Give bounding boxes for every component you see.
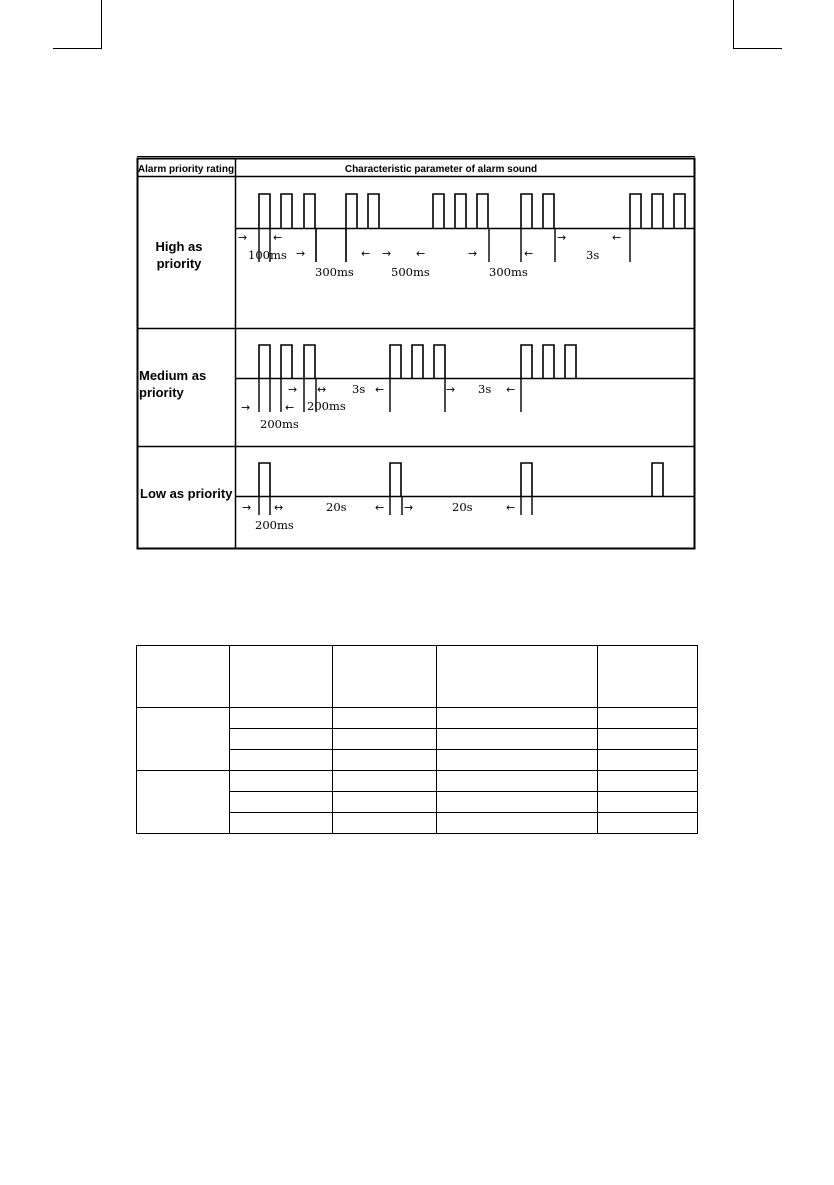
table-header-cell [137,646,230,708]
table-cell [437,729,598,750]
table-header-cell [437,646,598,708]
table-cell [598,729,698,750]
high-pulse [674,194,685,228]
arrow-double-icon: ↔ [317,383,327,396]
medium-repeat-2-label: 3s [478,382,492,396]
medium-on-time-label: 200ms [260,417,299,431]
table-cell [333,708,437,729]
table-cell [437,792,598,813]
table-cell [437,750,598,771]
medium-pulse [281,345,292,378]
arrow-left-icon: ← [273,231,283,244]
arrow-left-icon: ← [506,501,516,514]
high-pulse [455,194,466,228]
priority-label-high-line1: High as [155,239,203,254]
arrow-left-icon: ← [375,383,385,396]
table-cell [230,792,333,813]
arrow-right-icon: → [296,247,306,260]
medium-gap-label: 200ms [307,399,346,413]
priority-label-low: Low as priority [140,486,233,501]
table-header-cell [598,646,698,708]
medium-pulse [565,345,576,378]
arrow-double-icon: ↔ [274,501,284,514]
arrow-left-icon: ← [612,231,622,244]
priority-label-medium-line1: Medium as [139,368,207,383]
table-cell [437,708,598,729]
table-cell [230,708,333,729]
arrow-left-icon: ← [506,383,516,396]
high-pulse [368,194,379,228]
low-pulse [652,463,663,496]
arrow-left-icon: ← [361,247,371,260]
high-on-time-label: 100ms [248,248,287,262]
medium-pulse [304,345,315,378]
arrow-right-icon: → [288,383,298,396]
medium-pulse [543,345,554,378]
table-cell [333,792,437,813]
high-pulse [259,194,270,228]
priority-label-medium-line2: priority [139,385,184,400]
medium-repeat-1-label: 3s [352,382,366,396]
table-cell [230,813,333,834]
high-pulse [652,194,663,228]
header-priority-rating: Alarm priority rating [137,164,235,175]
high-pulse [433,194,444,228]
high-gap-a-label: 300ms [315,265,354,279]
medium-pulse [434,345,445,378]
table-cell [598,708,698,729]
signal-baselines [236,229,695,497]
high-pulse [521,194,532,228]
medium-pulse [412,345,423,378]
arrow-right-icon: → [238,231,248,244]
arrow-left-icon: ← [285,401,295,414]
arrow-right-icon: → [241,401,251,414]
arrow-left-icon: ← [524,247,534,260]
arrow-right-icon: → [242,501,252,514]
table-header-row [137,646,698,708]
table-row [137,771,698,792]
arrow-left-icon: ← [375,501,385,514]
arrow-right-icon: → [557,231,567,244]
arrow-right-icon: → [404,501,414,514]
table-header-cell [230,646,333,708]
table-cell [333,750,437,771]
high-pulse [477,194,488,228]
arrow-left-icon: ← [416,247,426,260]
arrow-right-icon: → [468,247,478,260]
table-header-cell [333,646,437,708]
high-gap-c-label: 300ms [489,265,528,279]
high-gap-b-label: 500ms [391,265,430,279]
priority-label-high-line2: priority [156,256,202,271]
low-repeat-1-label: 20s [326,500,347,514]
table-cell [598,771,698,792]
table-cell [230,750,333,771]
low-pulse [390,463,401,496]
table-cell [333,729,437,750]
low-on-time-label: 200ms [255,518,294,532]
medium-pulse [521,345,532,378]
low-repeat-2-label: 20s [452,500,473,514]
table-group-cell [137,771,230,834]
table-cell [437,813,598,834]
table-cell [598,750,698,771]
high-pulse [543,194,554,228]
high-pulse [630,194,641,228]
specification-table [136,645,698,834]
table-cell [230,729,333,750]
arrow-right-icon: → [446,383,456,396]
table-cell [333,813,437,834]
high-pulse [281,194,292,228]
table-cell [598,792,698,813]
arrow-right-icon: → [382,247,392,260]
high-repeat-label: 3s [586,248,600,262]
table-group-cell [137,708,230,771]
low-pulse [521,463,532,496]
medium-pulse [390,345,401,378]
table-row [137,708,698,729]
table-cell [333,771,437,792]
table-cell [230,771,333,792]
header-alarm-sound-parameter: Characteristic parameter of alarm sound [344,164,538,175]
high-pulse [346,194,357,228]
table-cell [598,813,698,834]
low-pulse [259,463,270,496]
table-cell [437,771,598,792]
medium-pulse [259,345,270,378]
high-pulse [304,194,315,228]
